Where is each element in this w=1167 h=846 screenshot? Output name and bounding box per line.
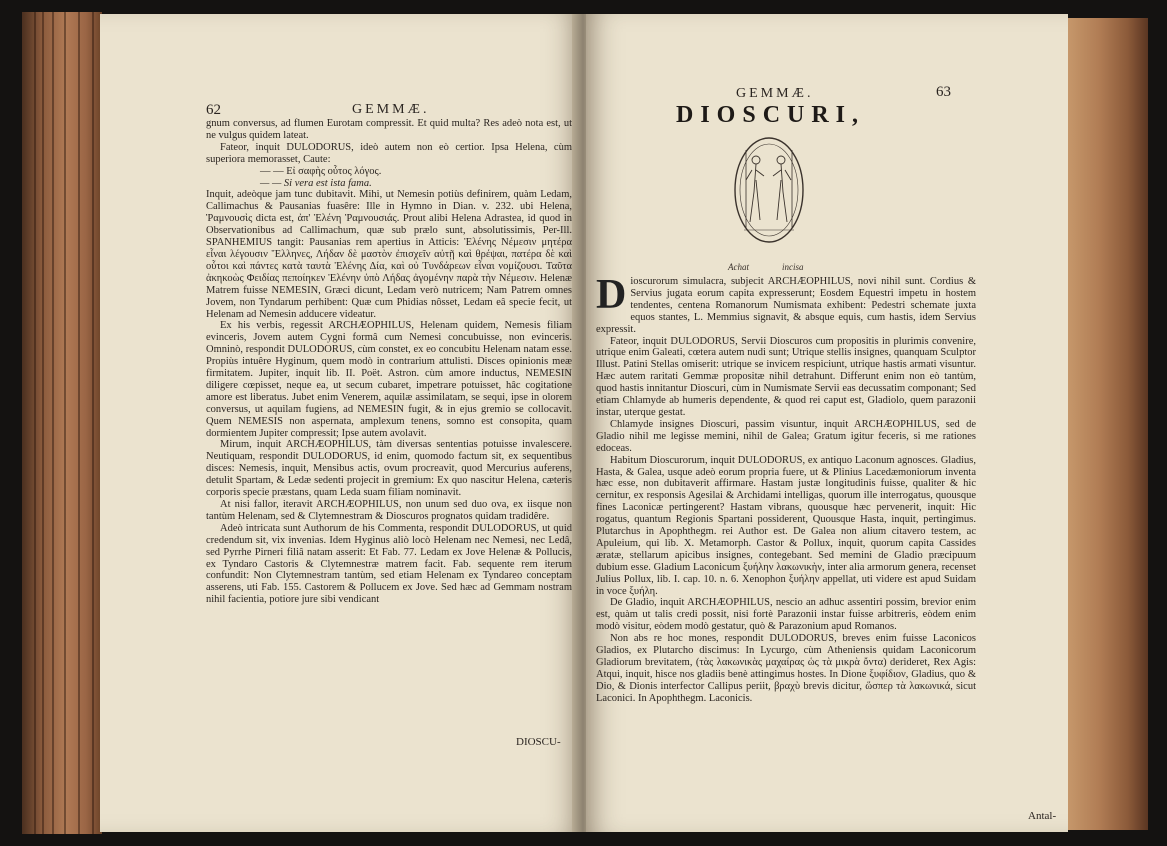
right-book-edge — [1066, 18, 1148, 830]
left-body-text — [206, 118, 572, 606]
paragraph: Non abs re hoc mones, respondit DULODORUS, breves enim fuisse Laconicos Gladios, ex Plutarcho discimus: In Lycurgo, cùm Atheniensis quidam Laconicorum Gladiorum brevitatem, (τὰς λακωνικὰς μαχαίρας ὡς τὰ μικρὰ ὄντα) derideret, Rex Agis: Atqui, inquit, hisce nos gladiis benè attingimus hostes. In Dione ξυφίδιον, Gladius, quo & Dio, & Dionis interfector Callipus periit, βραχὺ brevis dicitur, ὥσπερ τὰ λακωνικά, sicut Laconici. In Apophthegm. Laconicis. — [596, 633, 976, 704]
paragraph: Fateor, inquit DULODORUS, ideò autem non eò certior. Ipsa Helena, cùm superiora memorasset, Caute: — [206, 141, 572, 165]
latin-quote: — — Si vera est ista fama. — [260, 177, 372, 189]
left-page — [100, 14, 580, 832]
gem-caption-right: incisa — [782, 262, 804, 272]
drop-cap: D — [596, 272, 627, 318]
catchword-right: Antal- — [1028, 810, 1057, 822]
paragraph: Ex his verbis, regessit ARCHÆOPHILUS, Helenam quidem, Nemesis filiam evinceris, Jovem autem Cygni formâ cum Nemesi concubuisse, non evinceris. Omninò, respondit DULODORUS, cùm constet, ex eo concubitu Helenam natam esse. Propiùs intuêre Hyginum, quem modò in contrarium attulisti. Disces opinionis meæ firmitatem. Jupiter, inquit lib. II. Poët. Astron. cùm amore inductus, NEMESIN diligere cœpisset, neque ea, ut secum cubaret, impetrare potuisset, hâc cogitatione amore est liberatus. Jubet enim Venerem, aquilæ assimilatam, se sequi, ipse in olorem conversus, ut aquilam fugiens, ad NEMESIN fugit, & in ejus gremio se collocavit. Quem NEMESIS non aspernata, amplexum tenens, somno est consopita, quam dormientem Jupiter compressit; Ipse autem avolavit. — [206, 320, 572, 439]
left-book-edge — [22, 12, 102, 834]
paragraph: Inquit, adeòque jam tunc dubitavit. Mihi, ut Nemesin potiùs definirem, quàm Ledam, Callimachus & Pausanias fuasêre: Ille in Hymno in Dian. v. 232. ubi Helena, Ῥαμνουσὶς dicta est, ἀπ' Ἑλένη Ῥαμνουσιάς. Prout alibi Helena Adrastea, id quod in Observationibus ad Callimachum, quæ sub prælo sunt, absolutissimis, Per-Ill. SPANHEMIUS tangit: Pausanias rem apertius in Atticis: Ἑλένης Νέμεσιν μητέρα εἶναι λέγουσιν Ἕλληνες, Λήδαν δὲ μαστὸν ἐπισχεῖν αὐτῇ καὶ θρέψαι, πατέρα δὲ καὶ οὗτοι καὶ πάντες κατὰ ταυτὰ Ἑλένης Δία, καὶ οὐ Τυνδάρεων εἶναι νομίζουσι. Ταῦτα ἀκηκοὼς Φειδίας πεποίηκεν Ἑλένην ὑπὸ Λήδας ἀγομένην παρὰ τὴν Νέμεσιν. Helenæ Matrem fuisse NEMESIN, Græci dicunt, Ledam verò nutricem; Nam Patrem omnes Jovem, non Tyndarum perhibent: Quæ cum Phidias nôsset, Ledam eâ specie fecit, ut Helenam ad Nemesin adducere videatur. — [206, 189, 572, 320]
page-number-right: 63 — [936, 84, 951, 100]
section-title: DIOSCURI, — [676, 102, 866, 128]
paragraph: At nisi fallor, iteravit ARCHÆOPHILUS, non unum sed duo ova, ex iisque non tantùm Helenam, sed & Clytemnestram & Dioscuros prognatos quidam tradidêre. — [206, 499, 572, 522]
paragraph: Habitum Dioscurorum, inquit DULODORUS, ex antiquo Laconum agnosces. Gladius, Hasta, & Galea, usque adeò eorum propria fuere, ut & Plinius Lacedæmoniorum inventa hæc esse, non dubitaverit affirmare. Hastam justæ longitudinis fuisse, qualiter & hic cernitur, ex responsis Agesilai & Archidami intelligas, quorum ille interrogatus, quousque fines Laconicæ pertingerent? Hastam vibrans, quousque hæc pervenerit, inquit: Hic rogatus, quantum Regionis Spartani possiderent, Quousque Hasta, inquit, pertingimus. Plutarchus in Apophthegm. rei Author est. De Galea non alium citavero testem, ac Apuleium, qui lib. X. Metamorph. Castor & Pollux, inquit, quorum capita Cassides æratæ, stellarum apicibus insignes, contegebant. Sed memini de Gladio præcipuum dubium esse. Gladium Laconicum ξυήλην λακωνικὴν, inter alia armorum genera, recenset Julius Pollux, lib. I. cap. 10. n. 6. Xenophon ξυήλην appellat, uti videre est apud Suidam in voce ξυήλη. — [596, 454, 976, 597]
running-head-right: GEMMÆ. — [736, 86, 814, 101]
gem-caption-left: Achat — [728, 262, 749, 272]
greek-quote: — — Εἰ σαφὴς οὗτος λόγος. — [260, 165, 382, 177]
right-page — [586, 14, 1068, 832]
dioscuri-gem-engraving — [724, 130, 814, 260]
paragraph: ioscurorum simulacra, subjecit ARCHÆOPHILUS, novi nihil sunt. Cordius & Servius jugata eorum capita expresserunt; Eosdem Equestri impetu in hostem tendentes, centena Romanorum Numismata exhibent: Pedestri schemate juxta equos stantes, L. Memmius signavit, & absque equis, cum hastis, idem Servius expressit. — [596, 276, 976, 335]
page-number-left: 62 — [206, 102, 221, 118]
paragraph: Chlamyde insignes Dioscuri, passim visuntur, inquit ARCHÆOPHILUS, sed de Gladio nihil me legisse memini, nihil de Galea; Gratum igitur feceris, si me rationes edoceas. — [596, 418, 976, 454]
paragraph: Adeò intricata sunt Authorum de his Commenta, respondit DULODORUS, ut quid credendum sit, vix invenias. Idem Hyginus aliò locò Helenam nec Nemesi, nec Ledâ, sed Pyrrhe Pirneri filiâ natam asserit: Et Fab. 77. Ledam ex Jove Helenæ & Pollucis, ex Tyndaro Castoris & Clytemnestræ matrem facit. Fab. sequente rem iterum confundit: Non Clytemnestram tantùm, sed etiam Helenam ex Tyndareo conceptam asserens, uti Fab. 155. Castorem & Pollucem ex Jove. Sed hæc ad Gemmam nostram nihil facientia, potiore jure sibi vendicant — [206, 522, 572, 606]
paragraph: De Gladio, inquit ARCHÆOPHILUS, nescio an adhuc assentiri possim, brevior enim est, quàm ut talis credi possit, nisi fortè Parazonii instar fuisse arbitreris, eòdem enim modò visitur, eòdem modò gestatur, quò & Parazonium apud Romanos. — [596, 597, 976, 633]
paragraph: Fateor, inquit DULODORUS, Servii Dioscuros cum propositis in plurimis convenire, utrique enim Galeati, cœtera autem nudi sunt; Utrique stellis insignes, quanquam Sculptor Illust. Patini Stellas omiserit: utrique se invicem respiciunt, utrique hastis armati visuntur. Hæc autem raritati Gemmæ propositæ nihil detrahunt. Differunt enim non eò tantùm, quod hastis innitantur Dioscuri, cùm in Numismate Servii eas decussatim componant; Sed etiam Chlamyde ab humeris dependente, & quod rei caput est, Gladiolo, quem parazonii instar, uterque gestat. — [596, 335, 976, 418]
right-body-text — [596, 272, 976, 705]
catchword-left: DIOSCU- — [516, 736, 561, 748]
paragraph: gnum conversus, ad flumen Eurotam compressit. Et quid multa? Res adeò nota est, ut ne vulgus quidem lateat. — [206, 118, 572, 141]
running-head-left: GEMMÆ. — [352, 102, 430, 117]
paragraph: Mirum, inquit ARCHÆOPHILUS, tàm diversas sententias potuisse invalescere. Neutiquam, respondit DULODORUS, id enim, quomodo factum sit, ex sequentibus disces: Nemesis, inquit, Mensibus actis, ovum procreavit, quod Mercurius auferens, detulit Spartam, & Ledæ sedenti projecit in gremium: Ex quo nascitur Helena, cæteris corporis specie præstans, quam Leda suam filiam nominavit. — [206, 439, 572, 499]
